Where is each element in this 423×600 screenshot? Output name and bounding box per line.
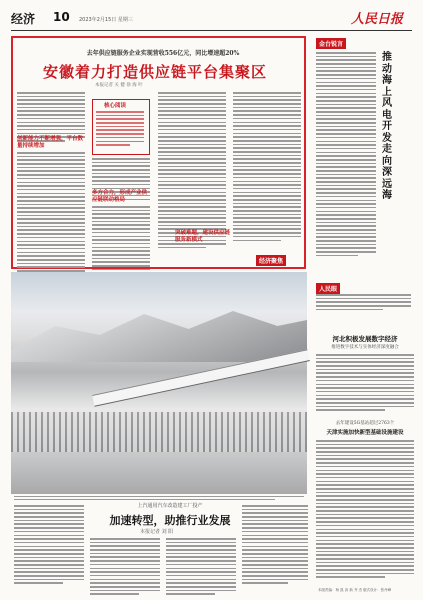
lead-column-3: [158, 92, 226, 251]
bottom-headline: 加速转型，助推行业发展: [109, 514, 231, 527]
right-low-text: [316, 440, 414, 580]
mountain-shape: [11, 302, 307, 362]
bottom-col-3: [166, 538, 236, 597]
footer-credits: 本版责编：杨 凯 高 新 齐 杰 版式设计：张丹峰: [318, 588, 392, 592]
railway-snow-photo: [11, 272, 307, 494]
lead-column-1b: [17, 152, 85, 285]
trees-pattern: [11, 412, 307, 452]
right-mid-headline: 河北积极发展数字经济: [332, 335, 398, 343]
section-label: 经济: [11, 12, 36, 26]
bottom-col-1: [14, 505, 84, 586]
right-low-kicker: 去年建设5G基站超过2763个: [335, 421, 395, 426]
lead-byline: 本报记者 关 健 徐 海 叶: [95, 83, 143, 88]
lead-column-4: [233, 92, 301, 243]
right-quote: [316, 294, 411, 312]
core-reading-text: [96, 111, 144, 148]
lead-subhead-3: 突破难题，建设供应链服务新模式: [175, 230, 231, 243]
right-top-text: [316, 52, 376, 259]
lead-subhead-1: 创新能力不断增强，平台数量持续增加: [17, 136, 84, 149]
lead-subhead-2: 多方合力，形成产业供应链联动格局: [92, 190, 148, 203]
lead-column-2b: [92, 206, 150, 276]
core-reading-title: 核心阅读: [104, 103, 127, 109]
right-top-tag-2: 人民眼: [316, 283, 340, 294]
right-mid-sub: 推进数字技术与实体经济深度融合: [331, 345, 399, 350]
newspaper-logo: 人民日报: [351, 12, 404, 27]
bottom-kicker: 上汽通用汽车改造建工厂投产: [137, 503, 203, 509]
lead-tag: 经济聚焦: [256, 255, 286, 266]
page-number: 10: [53, 10, 70, 24]
right-top-tag: 金台锐言: [316, 38, 346, 49]
right-mid-text: [316, 354, 414, 413]
lead-kicker: 去年供应链服务企业实现营收556亿元，同比增速超20%: [86, 50, 240, 57]
issue-date: 2023年2月15日 星期三: [79, 17, 133, 23]
bottom-col-4: [242, 505, 308, 586]
bottom-col-2: [90, 538, 160, 597]
right-low-headline: 天津实施加快新型基础设施建设: [326, 430, 404, 436]
bottom-byline: 本报记者 刘 阳: [140, 529, 174, 535]
lead-headline: 安徽着力打造供应链平台集聚区: [42, 63, 267, 81]
right-top-headline: 推动海上风电开发走向深远海: [382, 52, 392, 201]
masthead: [11, 8, 412, 31]
